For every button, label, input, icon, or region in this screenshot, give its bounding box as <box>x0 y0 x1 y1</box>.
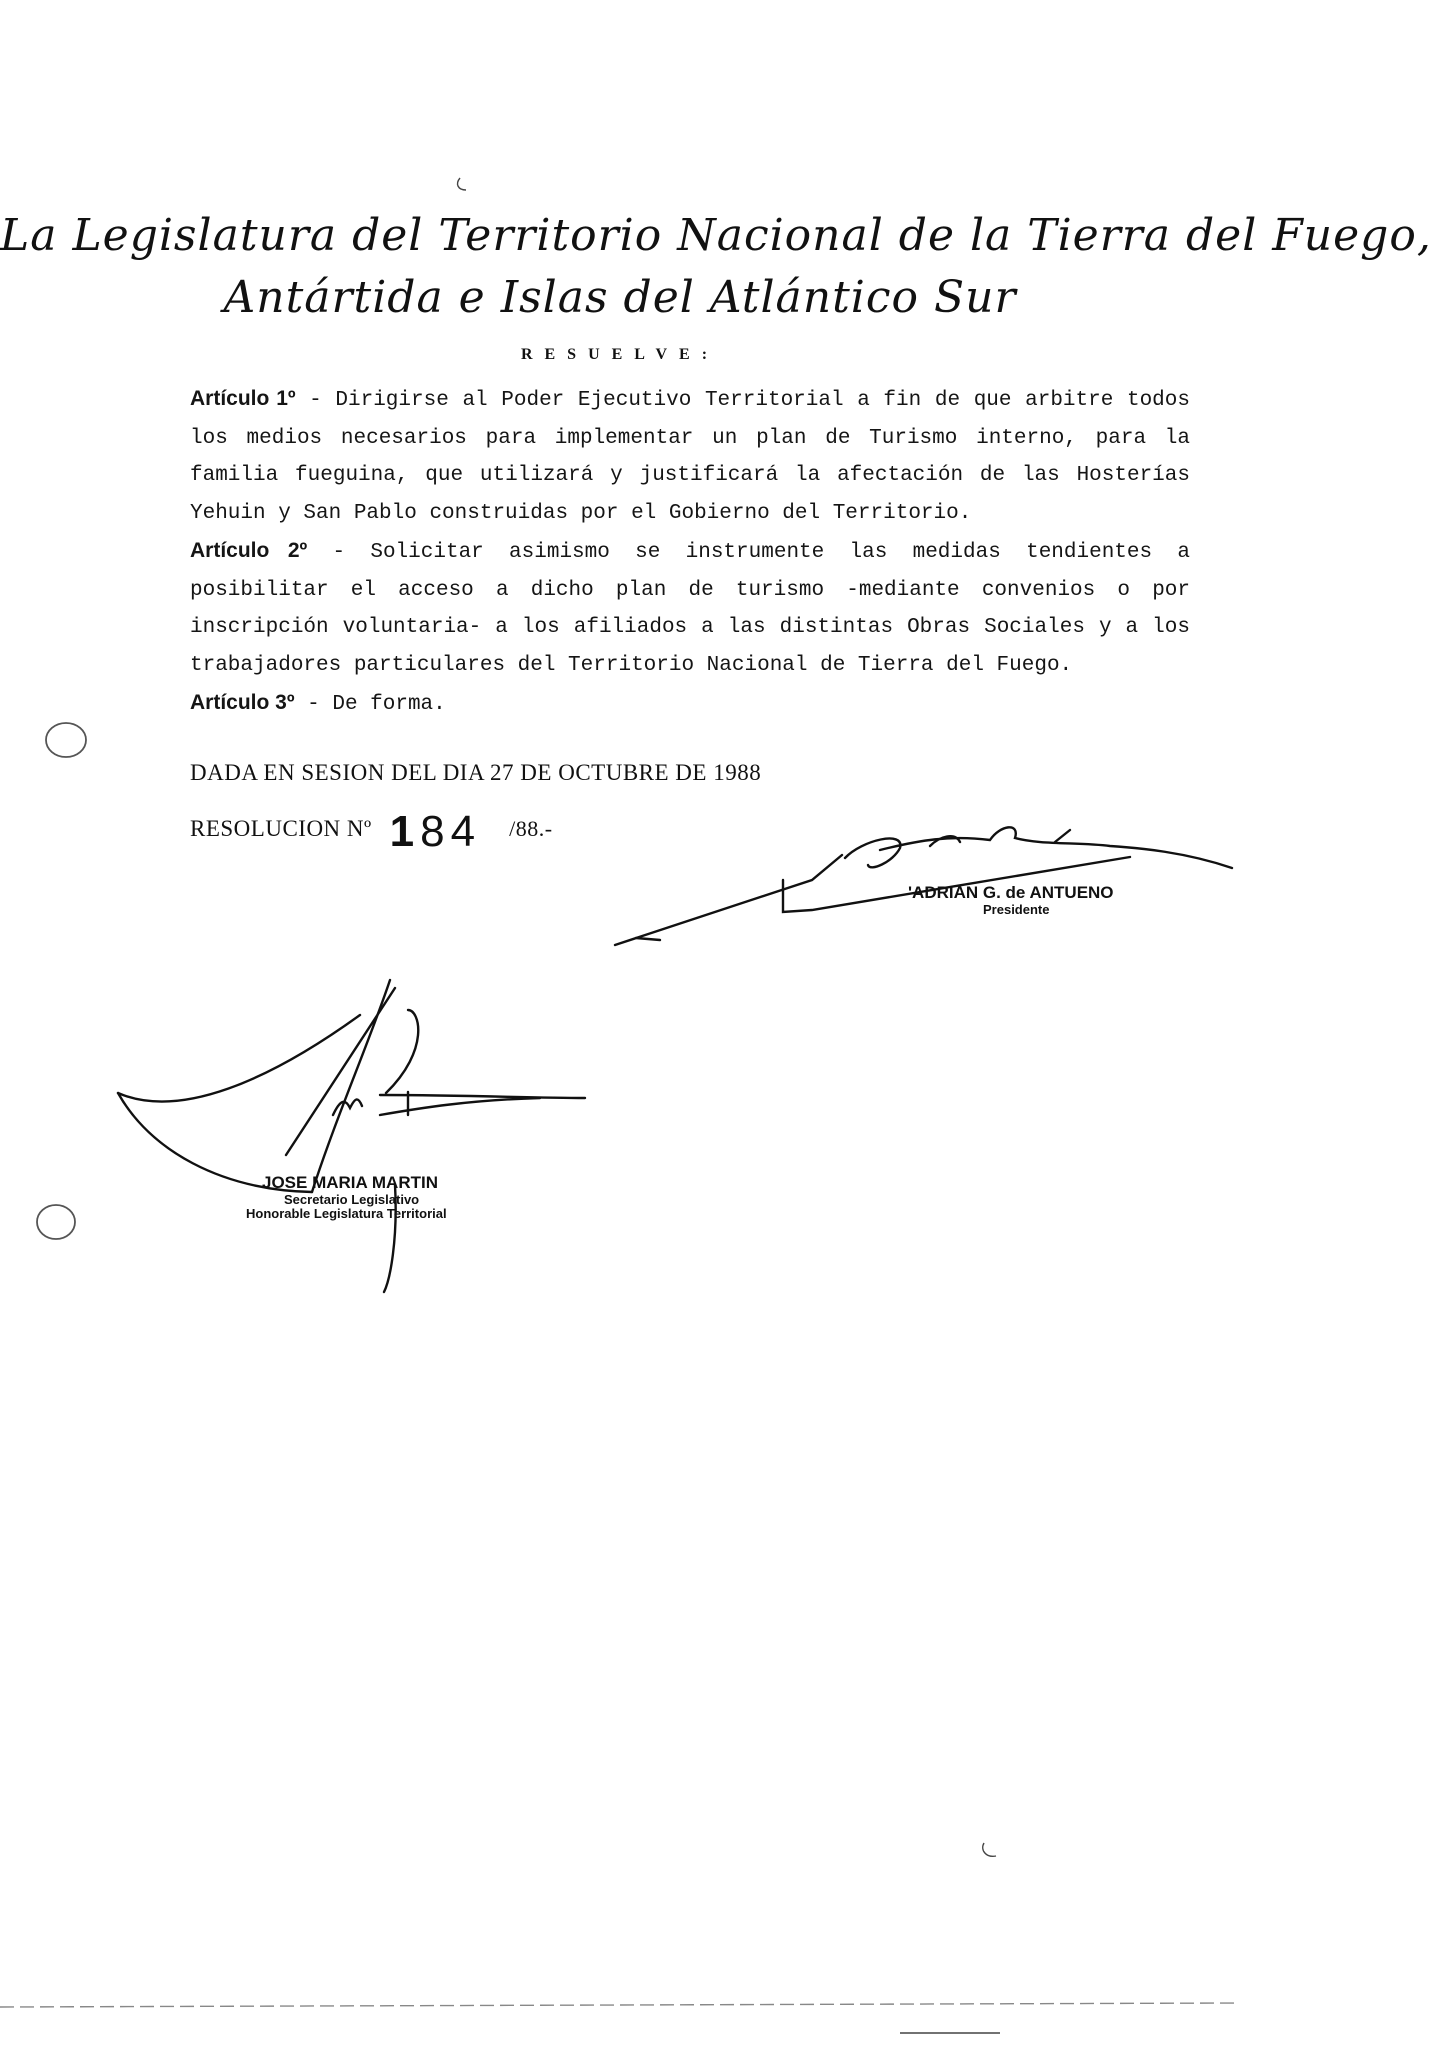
president-name: 'ADRIAN G. de ANTUENO <box>908 883 1114 902</box>
article-3-text: - De forma. <box>294 693 446 716</box>
article-2-title: Artículo 2º <box>190 539 308 562</box>
resolution-suffix: /88.- <box>509 816 553 841</box>
resolution-number-a: 1 <box>389 807 421 856</box>
legislature-header-line-1: La Legislatura del Territorio Nacional de la Tierra del Fuego, <box>0 210 1432 261</box>
president-role: Presidente <box>983 901 1050 917</box>
resolution-number-b: 84 <box>420 807 482 856</box>
scan-artifacts <box>0 178 1432 2033</box>
resolution-label: RESOLUCION Nº <box>190 816 372 841</box>
article-2-text: - Solicitar asimismo se instrumente las medidas tendientes a posibilitar el acceso a dicho plan de turismo -mediante convenios o por inscripción voluntaria- a los afiliados a las distintas Obras Sociales y a los trabajadores particulares del Territorio Nacional de Tierra del Fuego. <box>190 541 1190 677</box>
president-signature-block <box>908 883 1114 917</box>
hole-punch-marks <box>37 723 86 1239</box>
secretary-signature <box>118 980 585 1292</box>
secretary-signature-block <box>246 1173 447 1222</box>
secretary-role: Secretario Legislativo <box>284 1191 420 1207</box>
resuelve-heading: RESUELVE: <box>520 346 720 363</box>
article-3-title: Artículo 3º <box>190 691 295 714</box>
article-1-title: Artículo 1º <box>190 387 296 410</box>
secretary-institution: Honorable Legislatura Territorial <box>246 1206 447 1222</box>
article-1-text: - Dirigirse al Poder Ejecutivo Territorial a fin de que arbitre todos los medios necesarios para implementar un plan de Turismo interno, para la familia fueguina, que utilizará y justificará la afectación de las Hosterías Yehuin y San Pablo construidas por el Gobierno del Territorio. <box>190 389 1190 525</box>
legislature-header-line-2: Antártida e Islas del Atlántico Sur <box>223 272 1017 323</box>
session-date: DADA EN SESION DEL DIA 27 DE OCTUBRE DE 1988 <box>190 760 762 785</box>
secretary-name: JOSE MARIA MARTIN <box>262 1173 438 1192</box>
